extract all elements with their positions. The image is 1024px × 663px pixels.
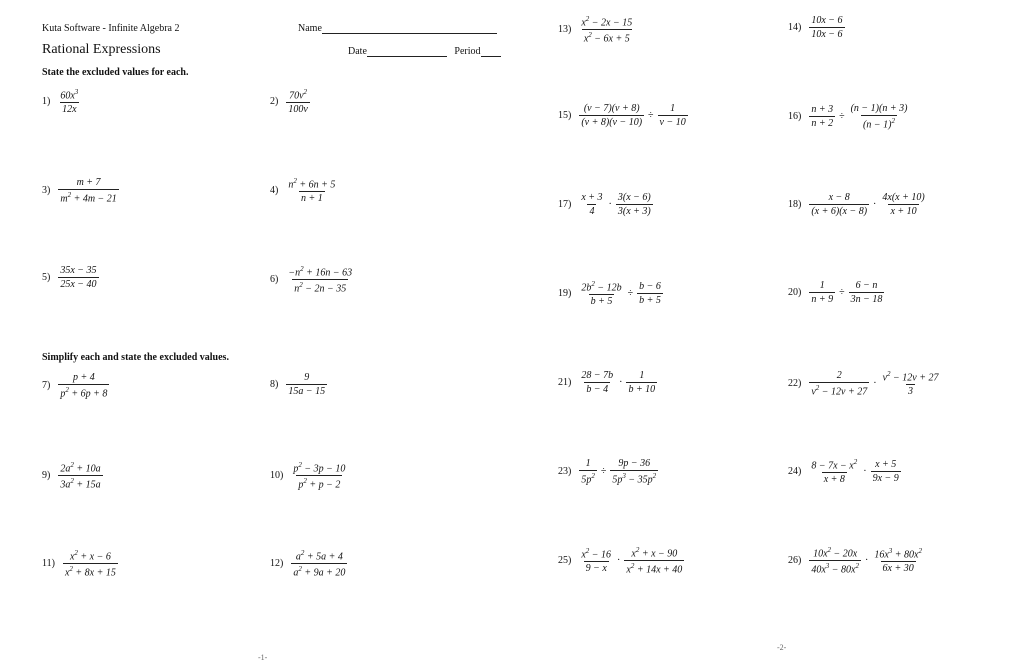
problem-13: 13) $\frac{x^2 - 2x - 15}{x^2 - 6x + 5}$ bbox=[558, 15, 633, 45]
page-number-2: -2- bbox=[777, 643, 787, 652]
section-heading-simplify: Simplify each and state the excluded values. bbox=[42, 352, 229, 363]
problem-19: 19) $\frac{2b^2 - 12b}{b + 5}$ ÷ $\frac{b - 6}{b + 5}$ bbox=[558, 280, 661, 308]
problem-22: 22) $\frac{2}{v^2 - 12v + 27}$ · $\frac{v^2 - 12v + 27}{3}$ bbox=[788, 370, 939, 398]
problem-3: 3) $\frac{m + 7}{m^2 + 4m - 21}$ bbox=[42, 177, 117, 205]
name-line bbox=[322, 23, 497, 34]
problem-number: 4) bbox=[270, 185, 279, 197]
problem-number: 11) bbox=[42, 558, 55, 570]
page-title: Rational Expressions bbox=[42, 42, 161, 57]
period-line bbox=[481, 46, 501, 57]
problem-number: 1) bbox=[42, 96, 51, 108]
problem-number: 15) bbox=[558, 110, 572, 121]
problem-15: 15) $\frac{(v - 7)(v + 8)}{(v + 8)(v - 10)}$ ÷ $\frac{1}{v - 10}$ bbox=[558, 103, 686, 128]
problem-1: 1) $\frac{60x^3}{12x}$ bbox=[42, 88, 79, 116]
problem-2: 2) $\frac{70v^2}{100v}$ bbox=[270, 88, 308, 116]
problem-number: 13) bbox=[558, 24, 572, 36]
page-number-1: -1- bbox=[258, 653, 268, 662]
problem-12: 12) $\frac{a^2 + 5a + 4}{a^2 + 9a + 20}$ bbox=[270, 549, 346, 579]
problem-number: 2) bbox=[270, 96, 279, 108]
problem-number: 17) bbox=[558, 199, 572, 210]
problem-6: 6) $\frac{-n^2 + 16n - 63}{n^2 - 2n - 35}$ bbox=[270, 265, 353, 295]
period-label: Period bbox=[454, 46, 481, 57]
problem-26: 26) $\frac{10x^2 - 20x}{40x^3 - 80x^2}$ · $\frac{16x^3 + 80x^2}{6x + 30}$ bbox=[788, 546, 922, 576]
problem-7: 7) $\frac{p + 4}{p^2 + 6p + 8}$ bbox=[42, 372, 108, 400]
problem-number: 20) bbox=[788, 287, 802, 298]
problem-number: 22) bbox=[788, 378, 802, 390]
problem-number: 19) bbox=[558, 288, 572, 300]
problem-number: 5) bbox=[42, 272, 51, 283]
problem-number: 26) bbox=[788, 555, 802, 567]
problem-number: 10) bbox=[270, 470, 284, 482]
problem-number: 9) bbox=[42, 470, 51, 482]
worksheet-page-2 bbox=[512, 0, 1024, 663]
name-label: Name bbox=[298, 23, 322, 34]
problem-number: 8) bbox=[270, 379, 279, 390]
problem-16: 16) $\frac{n + 3}{n + 2}$ ÷ $\frac{(n - 1)(n + 3)}{(n - 1)^2}$ bbox=[788, 103, 908, 131]
problem-20: 20) $\frac{1}{n + 9}$ ÷ $\frac{6 - n}{3n - 18}$ bbox=[788, 280, 883, 305]
problem-number: 16) bbox=[788, 111, 802, 123]
problem-number: 12) bbox=[270, 558, 284, 570]
problem-10: 10) $\frac{p^2 - 3p - 10}{p^2 + p - 2}$ bbox=[270, 461, 346, 491]
problem-number: 18) bbox=[788, 199, 802, 210]
problem-number: 14) bbox=[788, 22, 802, 33]
problem-18: 18) $\frac{x - 8}{(x + 6)(x - 8)}$ · $\frac{4x(x + 10)}{x + 10}$ bbox=[788, 192, 925, 217]
problem-14: 14) $\frac{10x - 6}{10x - 6}$ bbox=[788, 15, 843, 40]
problem-9: 9) $\frac{2a^2 + 10a}{3a^2 + 15a}$ bbox=[42, 461, 101, 491]
problem-number: 23) bbox=[558, 466, 572, 478]
problem-5: 5) $\frac{35x - 35}{25x - 40}$ bbox=[42, 265, 97, 290]
problem-number: 25) bbox=[558, 555, 572, 567]
problem-8: 8) $\frac{9}{15a - 15}$ bbox=[270, 372, 326, 397]
problem-number: 7) bbox=[42, 380, 51, 392]
problem-23: 23) $\frac{1}{5p^2}$ ÷ $\frac{9p - 36}{5p^3 - 35p^2}$ bbox=[558, 458, 657, 486]
problem-24: 24) $\frac{8 - 7x - x^2}{x + 8}$ · $\frac{x + 5}{9x - 9}$ bbox=[788, 458, 899, 486]
publisher-label: Kuta Software - Infinite Algebra 2 bbox=[42, 23, 180, 34]
problem-4: 4) $\frac{n^2 + 6n + 5}{n + 1}$ bbox=[270, 177, 336, 205]
problem-number: 24) bbox=[788, 466, 802, 478]
problem-number: 6) bbox=[270, 274, 279, 286]
problem-25: 25) $\frac{x^2 - 16}{9 - x}$ · $\frac{x^2 + x - 90}{x^2 + 14x + 40}$ bbox=[558, 546, 683, 576]
problem-21: 21) $\frac{28 - 7b}{b - 4}$ · $\frac{1}{b + 10}$ bbox=[558, 370, 656, 395]
date-period-field bbox=[348, 46, 501, 57]
problem-11: 11) $\frac{x^2 + x - 6}{x^2 + 8x + 15}$ bbox=[42, 549, 116, 579]
problem-17: 17) $\frac{x + 3}{4}$ · $\frac{3(x - 6)}{3(x + 3)}$ bbox=[558, 192, 651, 217]
date-label: Date bbox=[348, 46, 367, 57]
name-field bbox=[298, 23, 497, 34]
problem-number: 21) bbox=[558, 377, 572, 388]
problem-number: 3) bbox=[42, 185, 51, 197]
section-heading-excluded: State the excluded values for each. bbox=[42, 67, 189, 78]
date-line bbox=[367, 46, 447, 57]
